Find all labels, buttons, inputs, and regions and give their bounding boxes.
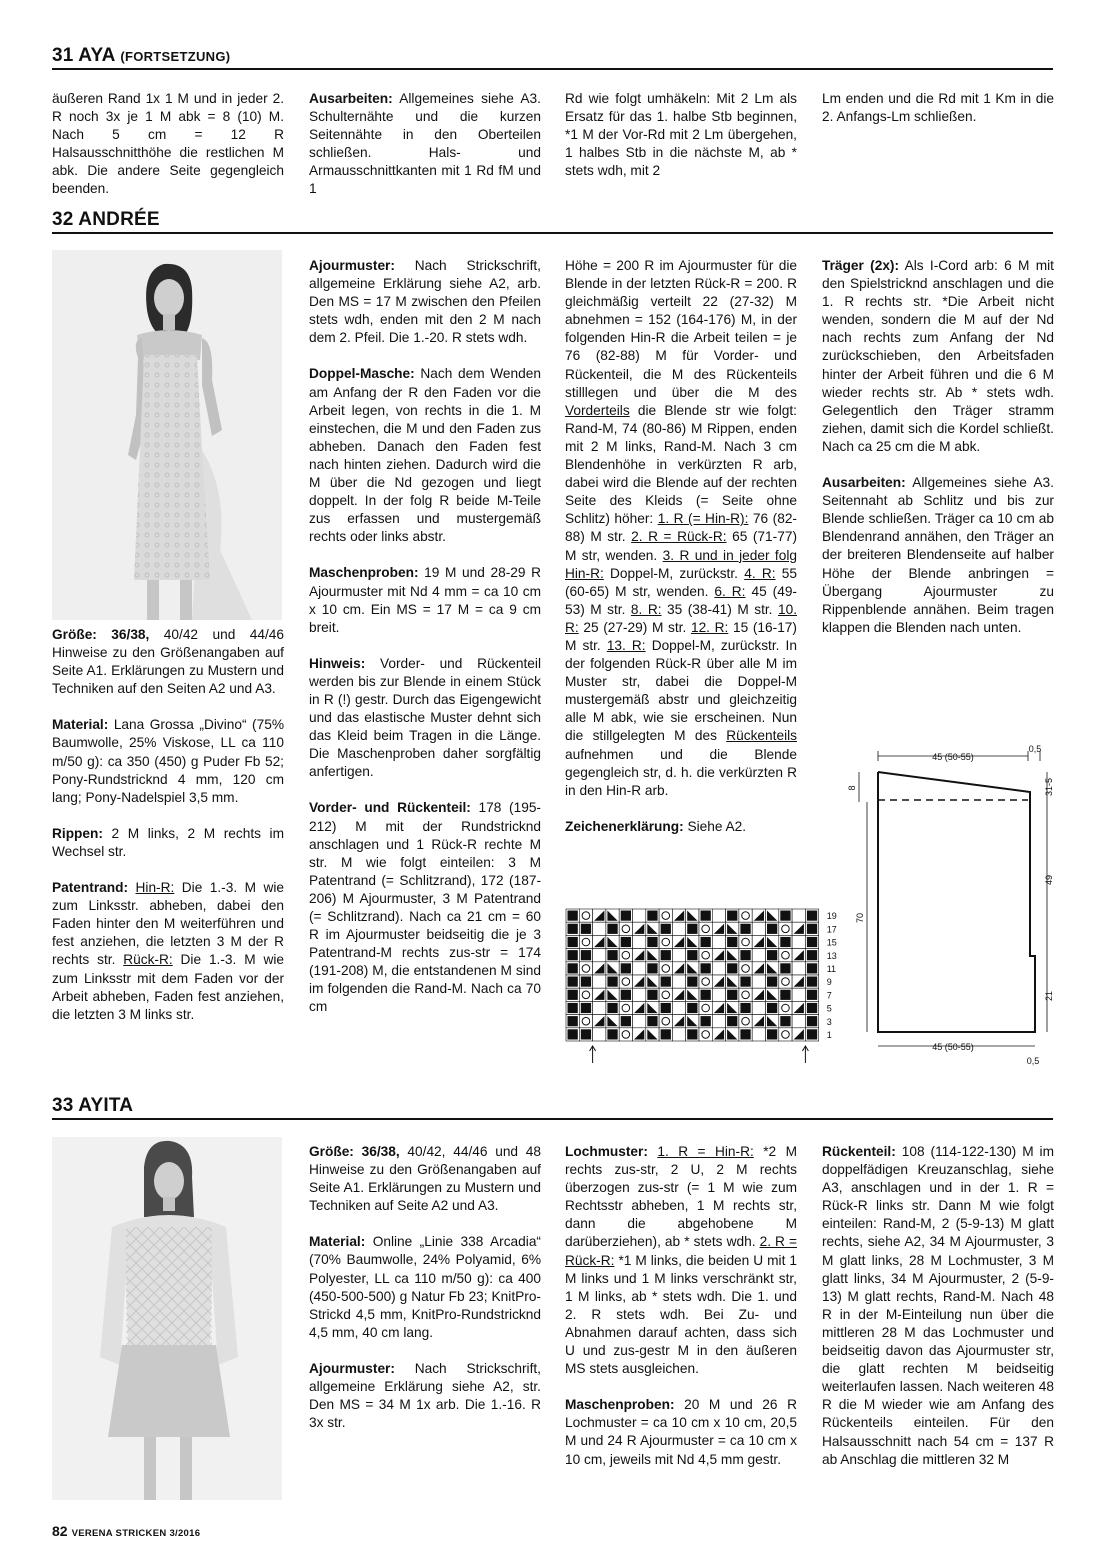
chart-cell: [779, 922, 792, 935]
label: Ausarbeiten:: [822, 475, 906, 491]
text: 40/42 und 44/46 Hinweise zu den Größenangaben auf Seite A1. Erklärungen zu Mustern und Techniken auf den Seiten A2 und A3.: [52, 627, 284, 697]
sec31-col4: [822, 90, 1054, 126]
label: Lochmuster:: [565, 1144, 648, 1159]
underlined-term: 4. R:: [744, 565, 776, 581]
text: Siehe A2.: [687, 818, 747, 834]
stitch-purl-symbol: [607, 977, 617, 987]
underlined-term: Rückenteils: [726, 728, 797, 744]
stitch-purl-symbol: [647, 1016, 657, 1026]
text: Höhe = 200 R im Ajourmuster für die Blende in der letzten Rück-R = 200. R gleichmäßig verteilt 22 (27-32) M abnehmen = 152 (164-176) M, in der folgenden Hin-R die Arbeit teilen = je 76 (82-88) M für Vorder- und Rückenteil, die M des Rückenteils stilllegen und über die M des: [565, 258, 797, 400]
stitch-purl-symbol: [647, 911, 657, 921]
stitch-purl-symbol: [568, 924, 578, 934]
chart-cell: [619, 949, 632, 962]
chart-cell: [699, 922, 712, 935]
text: Als I-Cord arb: 6 M mit den Spielstricknd anschlagen und die 1. R rechts str. *Die Arbeit nicht wenden, sondern die M auf der Nd nach rechts zum Anfang der Nd zurückschieben, den Arbeitsfaden hinter der Arbeit führen und die 6 M wieder rechts str. Ab * stets wdh. Gelegentlich den Träger stramm ziehen, damit sich die Kordel schließt. Nach ca 25 cm die M abk.: [822, 258, 1054, 454]
text: 65 (71-77) M str, wenden.: [565, 529, 797, 563]
chart-row-label: 15: [826, 937, 837, 948]
paragraph: [52, 825, 284, 861]
stitch-purl-symbol: [581, 977, 591, 987]
text: Doppel-M, zurückstr.: [610, 565, 738, 581]
stitch-purl-symbol: [647, 990, 657, 1000]
label: Maschenproben:: [565, 1397, 675, 1413]
underlined-term: Vorderteils: [565, 402, 630, 418]
chart-row-label: 7: [826, 990, 832, 1001]
stitch-purl-symbol: [581, 1003, 591, 1013]
label: Hinweis:: [309, 655, 366, 671]
paragraph: Rd wie folgt umhäkeln: Mit 2 Lm als Ersatz für das 1. halbe Stb beginnen, *1 M der Vor-Rd mit 2 Lm übergehen, 1 halbes Stb in die nächste M, ab * stets wdh, mit 2: [565, 91, 797, 179]
dim-label-top-right: 0,5: [1028, 744, 1042, 754]
chart-cell: [792, 909, 805, 922]
stitch-purl-symbol: [767, 924, 777, 934]
chart-cell: [593, 1001, 606, 1014]
text: Die 1.-3. M wie zum Linksstr mit dem Faden vor der Arbeit abheben, Faden fest anziehen, die letzten 3 M links str.: [52, 952, 284, 1022]
paragraph: [309, 1233, 541, 1342]
text: 25 (27-29) M str.: [583, 619, 687, 635]
chart-cell: [593, 975, 606, 988]
chart-cell: [619, 922, 632, 935]
stitch-purl-symbol: [767, 977, 777, 987]
stitch-purl-symbol: [807, 950, 817, 960]
dim-label-left-70: 70: [855, 912, 865, 924]
text: 45 (49-53) M str.: [565, 583, 797, 617]
stitch-purl-symbol: [767, 1003, 777, 1013]
stitch-purl-symbol: [621, 990, 631, 1000]
stitch-purl-symbol: [687, 924, 697, 934]
sec33-col4: [822, 1143, 1054, 1469]
underlined-term: 8. R:: [630, 601, 662, 617]
paragraph: [565, 1396, 797, 1468]
paragraph: [52, 626, 284, 698]
chart-cell: [633, 909, 646, 922]
stitch-purl-symbol: [780, 990, 790, 1000]
underlined-term: 12. R:: [690, 619, 729, 635]
chart-cell: [619, 975, 632, 988]
dim-label-bottom-right: 0,5: [1026, 1056, 1040, 1066]
stitch-purl-symbol: [807, 977, 817, 987]
stitch-purl-symbol: [740, 950, 750, 960]
section-title-32: 32 ANDRÉE: [52, 209, 160, 230]
chart-cell: [579, 909, 592, 922]
sec33-col3: [565, 1143, 797, 1469]
text: *2 M rechts zus-str, 2 U, 2 M rechts überzogen zus-str (= 1 M wie zum Rechtsstr abheben, 1 M rechts str, dann die abgehobene M darüberziehen), ab * stets wdh.: [565, 1144, 797, 1250]
label: Zeichenerklärung:: [565, 818, 684, 834]
sec31-col1: [52, 90, 284, 199]
knitting-chart: [565, 905, 865, 1080]
label: Größe: 36/38,: [309, 1144, 400, 1159]
underlined-term: 2. R = Rück-R:: [631, 529, 727, 545]
text: 2 M links, 2 M rechts im Wechsel str.: [52, 825, 284, 859]
stitch-purl-symbol: [807, 1029, 817, 1039]
stitch-purl-symbol: [740, 1029, 750, 1039]
text: Die 1.-3. M wie zum Linksstr. abheben, dabei den Faden hinter den M weiterführen und fest anziehen, die letzten 3 M der R rechts str.: [52, 880, 284, 968]
stitch-purl-symbol: [807, 924, 817, 934]
chart-cell: [739, 962, 752, 975]
text: 55 (60-65) M str, wenden.: [565, 565, 797, 599]
paragraph: [565, 257, 797, 800]
underlined-term: Rück-R:: [123, 952, 173, 968]
stitch-purl-symbol: [727, 911, 737, 921]
sec32-col3: [565, 257, 797, 836]
sec31-col3: [565, 90, 797, 180]
label: Ajourmuster:: [309, 1360, 395, 1376]
section-title-text: 31 AYA: [52, 45, 115, 66]
chart-cell: [779, 949, 792, 962]
stitch-purl-symbol: [568, 990, 578, 1000]
stitch-purl-symbol: [807, 990, 817, 1000]
model-photo-dress: [52, 250, 282, 620]
chart-cell: [739, 909, 752, 922]
stitch-purl-symbol: [780, 1016, 790, 1026]
stitch-purl-symbol: [647, 963, 657, 973]
text: Allgemeines siehe A3. Seitennaht ab Schlitz und bis zur Blende schließen. Träger ca 10 cm ab Blendenrand annähen, den Träger an der breiteren Blendenseite auf halber Höhe der Blende anbringen = Übergang Ajourmuster zu Rippenblende annähen. Beim tragen klappen die Blenden nach unten.: [822, 475, 1054, 635]
paragraph: [822, 257, 1054, 456]
chart-cell: [752, 975, 765, 988]
paragraph: Lm enden und die Rd mit 1 Km in die 2. Anfangs-Lm schließen.: [822, 91, 1054, 125]
text: Vorder- und Rückenteil werden bis zur Blende in einem Stück in R (!) gestr. Durch das Eigengewicht und das elastische Muster dehnt sich das Kleid beim Tragen in die Länge. Die Maschenproben daher sorgfältig anfertigen.: [309, 655, 541, 780]
stitch-purl-symbol: [568, 1003, 578, 1013]
chart-row-label: 3: [826, 1016, 832, 1027]
chart-cell: [699, 975, 712, 988]
stitch-purl-symbol: [780, 963, 790, 973]
text: 19 M und 28-29 R Ajourmuster mit Nd 4 mm = ca 10 cm x 10 cm. Ein MS = 17 M = ca 9 cm breit.: [309, 565, 541, 635]
text: Nach Strickschrift, allgemeine Erklärung siehe A2, arb. Den MS = 17 M zwischen den Pfeilen stets wdh, enden mit den 2 M nach dem 2. Pfeil. Die 1.-20. R stets wdh.: [309, 258, 541, 346]
stitch-purl-symbol: [621, 963, 631, 973]
schematic-drawing: [845, 740, 1060, 1070]
stitch-purl-symbol: [647, 937, 657, 947]
dim-label-right-49: 49: [1044, 874, 1054, 886]
section-header-31: [52, 45, 1053, 70]
sec31-col2: [309, 90, 541, 199]
chart-cell: [659, 962, 672, 975]
section-title-33: 33 AYITA: [52, 1095, 134, 1116]
text: Nach dem Wenden am Anfang der R den Faden vor die Arbeit legen, von rechts in die 1. M einstechen, die M und den Faden zus abheben. Danach den Faden fest nach hinten ziehen. Dadurch wird die M über die Nd gezogen und liegt doppelt. In der folg R beide M-Teile zus erfassen und mustergemäß rechts oder links abstr.: [309, 366, 541, 545]
text: 35 (38-41) M str.: [667, 601, 773, 617]
stitch-purl-symbol: [621, 911, 631, 921]
chart-cell: [633, 1015, 646, 1028]
chart-cell: [619, 1028, 632, 1041]
text: aufnehmen und die Blende gegengleich str, d. h. die verkürzten R in den Hin-R arb.: [565, 746, 797, 798]
chart-cell: [739, 988, 752, 1001]
chart-cell: [712, 962, 725, 975]
stitch-purl-symbol: [727, 990, 737, 1000]
garment-schematic: [845, 740, 1060, 1070]
stitch-purl-symbol: [727, 963, 737, 973]
stitch-purl-symbol: [568, 963, 578, 973]
text: 20 M und 26 R Lochmuster = ca 10 cm x 10 cm, 20,5 M und 24 R Ajourmuster = ca 10 cm x 10 cm, jeweils mit Nd 4,5 mm gestr.: [565, 1397, 797, 1467]
chart-cell: [633, 962, 646, 975]
dim-label-top-width: 45 (50-55): [932, 752, 974, 762]
text: die Blende str wie folgt: Rand-M, 74 (80-86) M Rippen, enden mit 2 M links, Rand-M. Nach 3 cm Blendenhöhe in verkürzten R arb, dabei wird die Blende auf der rechten Seite des Kleids (= Seite ohne Schlitz) höher:: [565, 402, 797, 527]
label: Rippen:: [52, 825, 103, 841]
model-photo-sweater: [52, 1137, 282, 1500]
chart-cell: [633, 988, 646, 1001]
chart-cell: [712, 1015, 725, 1028]
text: Nach Strickschrift, allgemeine Erklärung siehe A2, str. Den MS = 34 M 1x arb. Die 1.-16. R 3x str.: [309, 1360, 541, 1431]
stitch-purl-symbol: [581, 950, 591, 960]
underlined-term: 1. R (= Hin-R):: [657, 511, 749, 527]
stitch-purl-symbol: [687, 977, 697, 987]
chart-cell: [712, 988, 725, 1001]
stitch-purl-symbol: [568, 950, 578, 960]
text: Doppel-M, zurückstr. In der folgenden Rück-R über alle M im Muster str, dabei die Doppel-M mustergemäß abstr und gleichzeitig alle M abk, wie sie erscheinen. Nun die stillgelegten M des: [565, 637, 797, 744]
chart-cell: [699, 1028, 712, 1041]
section-header-32: [52, 209, 1053, 234]
chart-cell: [579, 1015, 592, 1028]
paragraph: [309, 365, 541, 546]
stitch-purl-symbol: [621, 937, 631, 947]
stitch-purl-symbol: [687, 1003, 697, 1013]
dim-label-bottom-width: 45 (50-55): [932, 1042, 974, 1052]
stitch-purl-symbol: [661, 950, 671, 960]
chart-cell: [752, 1028, 765, 1041]
stitch-purl-symbol: [807, 911, 817, 921]
stitch-purl-symbol: [767, 950, 777, 960]
chart-cell: [659, 935, 672, 948]
chart-cell: [659, 909, 672, 922]
chart-cell: [672, 922, 685, 935]
chart-cell: [779, 1028, 792, 1041]
stitch-purl-symbol: [687, 1029, 697, 1039]
paragraph: [52, 716, 284, 806]
garment-outline: [878, 772, 1035, 1032]
knitting-chart-grid: [565, 905, 865, 1080]
stitch-purl-symbol: [607, 924, 617, 934]
model-figure-sweater: [52, 1137, 282, 1500]
stitch-purl-symbol: [740, 924, 750, 934]
underlined-term: 6. R:: [714, 583, 746, 599]
underlined-term: 2. R = Rück-R:: [565, 1234, 797, 1268]
chart-cell: [779, 975, 792, 988]
label: Vorder- und Rückenteil:: [309, 800, 471, 816]
chart-cell: [672, 949, 685, 962]
chart-cell: [579, 935, 592, 948]
underlined-term: Hin-R:: [135, 880, 175, 896]
underlined-term: 1. R = Hin-R:: [657, 1144, 754, 1159]
paragraph: [309, 1360, 541, 1432]
label: Größe: 36/38,: [52, 627, 150, 642]
underlined-term: 10. R:: [565, 601, 798, 635]
paragraph: [309, 90, 541, 199]
stitch-purl-symbol: [581, 1029, 591, 1039]
stitch-purl-symbol: [701, 911, 711, 921]
sec32-col4: [822, 257, 1054, 637]
text: 76 (82-88) M str.: [565, 511, 797, 545]
stitch-purl-symbol: [568, 977, 578, 987]
sec33-col2: [309, 1143, 541, 1432]
stitch-purl-symbol: [568, 1029, 578, 1039]
chart-cell: [579, 988, 592, 1001]
text: 108 (114-122-130) M im doppelfädigen Kreuzanschlag, siehe A3, anschlagen und in der 1. R = Rück-R links str. Dann M wie folgt einteilen: Rand-M, 2 (5-9-13) M glatt rechts, siehe A2, 34 M Ajourmuster, 3 M glatt links, 28 M Lochmuster, 3 M glatt links, 34 M Ajourmuster, 2 (5-9-13) M glatt rechts, Rand-M. Nach 48 R in der M-Einteilung nun über die mittleren 28 M das Lochmuster und beidseitig davon das Ajourmuster str, die glatt rechten M beidseitig weiterlaufen lassen. Nach weiteren 48 R die M wieder wie am Anfang des Rückenteils einteilen. Für den Halsausschnitt nach 54 cm = 137 R ab Anschlag die mittleren 32 M: [822, 1144, 1054, 1467]
stitch-purl-symbol: [780, 911, 790, 921]
text: 178 (195-212) M mit der Rundstricknd anschlagen und 1 Rück-R rechte M str. M wie folgt einteilen: 3 M Patentrand (= Schlitzrand), 172 (187-206) M Ajourmuster, 3 M Patentrand (= Schlitzrand). Nach ca 21 cm = 60 R im Ajourmuster beidseitig die je 3 Patentrand-M rechts zus-str = 174 (191-208) M, die entstandenen M sind im folgenden die Rand-M. Nach ca 70 cm: [309, 800, 541, 1015]
text: 15 (16-17) M str.: [565, 619, 797, 653]
page-footer: [52, 1523, 200, 1539]
chart-cell: [779, 1001, 792, 1014]
paragraph: äußeren Rand 1x 1 M und in jeder 2. R noch 3x je 1 M abk = 8 (10) M. Nach 5 cm = 12 R Halsausschnitthöhe die restlichen M abk. Die andere Seite gegengleich beenden.: [52, 91, 284, 197]
paragraph: [52, 879, 284, 1024]
stitch-purl-symbol: [740, 1003, 750, 1013]
stitch-purl-symbol: [740, 977, 750, 987]
chart-cell: [792, 1015, 805, 1028]
section-subtitle: (FORTSETZUNG): [120, 49, 231, 64]
dim-label-left-8: 8: [847, 785, 857, 791]
chart-row-label: 1: [826, 1030, 832, 1040]
chart-cell: [619, 1001, 632, 1014]
paragraph: [565, 1143, 797, 1378]
chart-cell: [712, 909, 725, 922]
chart-cell: [593, 949, 606, 962]
paragraph: [309, 799, 541, 1016]
label: Ausarbeiten:: [309, 91, 393, 106]
text: *1 M links, die beiden U mit 1 M links und 1 M links verschränkt str, 1 M links, ab * stets wdh. Die 1. und 2. R stets wdh. Bei Zu- und Abnahmen darauf achten, dass sich U und zus-gestr M in den äußeren MS stets ausgleichen.: [565, 1252, 797, 1377]
chart-cell: [633, 935, 646, 948]
stitch-purl-symbol: [607, 1029, 617, 1039]
label: Material:: [52, 717, 109, 733]
stitch-purl-symbol: [767, 1029, 777, 1039]
chart-cell: [752, 1001, 765, 1014]
stitch-purl-symbol: [701, 990, 711, 1000]
label: Rückenteil:: [822, 1144, 896, 1159]
stitch-purl-symbol: [607, 950, 617, 960]
section-header-33: [52, 1095, 1053, 1120]
stitch-purl-symbol: [568, 911, 578, 921]
chart-cell: [752, 949, 765, 962]
chart-cell: [699, 949, 712, 962]
stitch-purl-symbol: [780, 937, 790, 947]
chart-row-label: 19: [826, 911, 837, 922]
label: Träger (2x):: [822, 258, 900, 273]
chart-cell: [659, 1015, 672, 1028]
chart-cell: [659, 988, 672, 1001]
section-title-31: [52, 45, 230, 67]
stitch-purl-symbol: [607, 1003, 617, 1013]
chart-cell: [593, 1028, 606, 1041]
stitch-purl-symbol: [701, 937, 711, 947]
chart-row-label: 9: [826, 977, 832, 988]
chart-cell: [699, 1001, 712, 1014]
chart-row-label: 11: [826, 964, 837, 974]
chart-row-label: 13: [826, 950, 837, 961]
underlined-term: 13. R:: [606, 637, 646, 653]
chart-cell: [593, 922, 606, 935]
stitch-purl-symbol: [661, 1003, 671, 1013]
dim-label-right-21: 21: [1044, 990, 1054, 1002]
stitch-purl-symbol: [568, 1016, 578, 1026]
sec32-col1: [52, 626, 284, 1024]
label: Doppel-Masche:: [309, 366, 415, 382]
chart-cell: [792, 962, 805, 975]
label: Patentrand:: [52, 880, 129, 896]
chart-cell: [672, 1001, 685, 1014]
chart-cell: [752, 922, 765, 935]
chart-cell: [712, 935, 725, 948]
chart-cell: [579, 962, 592, 975]
stitch-purl-symbol: [727, 937, 737, 947]
stitch-purl-symbol: [661, 924, 671, 934]
chart-cell: [739, 935, 752, 948]
stitch-purl-symbol: [701, 963, 711, 973]
stitch-purl-symbol: [661, 1029, 671, 1039]
dim-label-right-31: 31-5: [1044, 777, 1054, 797]
stitch-purl-symbol: [807, 1003, 817, 1013]
chart-cell: [792, 988, 805, 1001]
paragraph: [822, 474, 1054, 637]
stitch-purl-symbol: [807, 937, 817, 947]
model-figure-dress: [52, 250, 282, 620]
stitch-purl-symbol: [687, 950, 697, 960]
chart-cell: [792, 935, 805, 948]
paragraph: [309, 1143, 541, 1215]
stitch-purl-symbol: [701, 1016, 711, 1026]
paragraph: [309, 257, 541, 347]
paragraph: [309, 655, 541, 782]
stitch-purl-symbol: [807, 963, 817, 973]
chart-cell: [672, 975, 685, 988]
label: Maschenproben:: [309, 565, 419, 581]
label: Ajourmuster:: [309, 258, 395, 273]
stitch-purl-symbol: [727, 1016, 737, 1026]
stitch-purl-symbol: [568, 937, 578, 947]
text: Lana Grossa „Divino“ (75% Baumwolle, 25% Viskose, LL ca 110 m/50 g): ca 350 (450) g Puder Fb 52; Pony-Rundstricknd 4 mm, 120 cm lang; Pony-Nadelspiel 3,5 mm.: [52, 717, 284, 805]
page-number: 82: [52, 1523, 68, 1539]
stitch-purl-symbol: [807, 1016, 817, 1026]
magazine-name: VERENA STRICKEN 3/2016: [71, 1528, 201, 1539]
chart-cell: [672, 1028, 685, 1041]
chart-cell: [739, 1015, 752, 1028]
chart-row-label: 17: [826, 924, 837, 935]
chart-row-label: 5: [826, 1003, 832, 1014]
underlined-term: 3. R und in jeder folg Hin-R:: [565, 547, 798, 581]
sec32-col2: [309, 257, 541, 1017]
paragraph: [309, 564, 541, 636]
text: 40/42, 44/46 und 48 Hinweise zu den Größenangaben auf Seite A1. Erklärungen zu Mustern und Techniken auf Seite A2 und A3.: [309, 1144, 542, 1214]
paragraph: [565, 818, 797, 836]
stitch-purl-symbol: [581, 924, 591, 934]
label: Material:: [309, 1234, 366, 1250]
stitch-purl-symbol: [661, 977, 671, 987]
stitch-purl-symbol: [621, 1016, 631, 1026]
text: Online „Linie 338 Arcadia“ (70% Baumwolle, 24% Polyamid, 6% Polyester, LL ca 110 m/50 g): ca 400 (450-500-500) g Natur Fb 23; KnitPro-Strickd 4,5 mm, KnitPro-Rundstricknd 4,5 mm, 40 cm lang.: [309, 1234, 541, 1340]
text: Allgemeines siehe A3. Schulternähte und die kurzen Seitennähte in den Oberteilen schließen. Hals- und Armausschnittkanten mit 1 Rd fM und 1: [309, 91, 541, 197]
paragraph: [822, 1143, 1054, 1469]
